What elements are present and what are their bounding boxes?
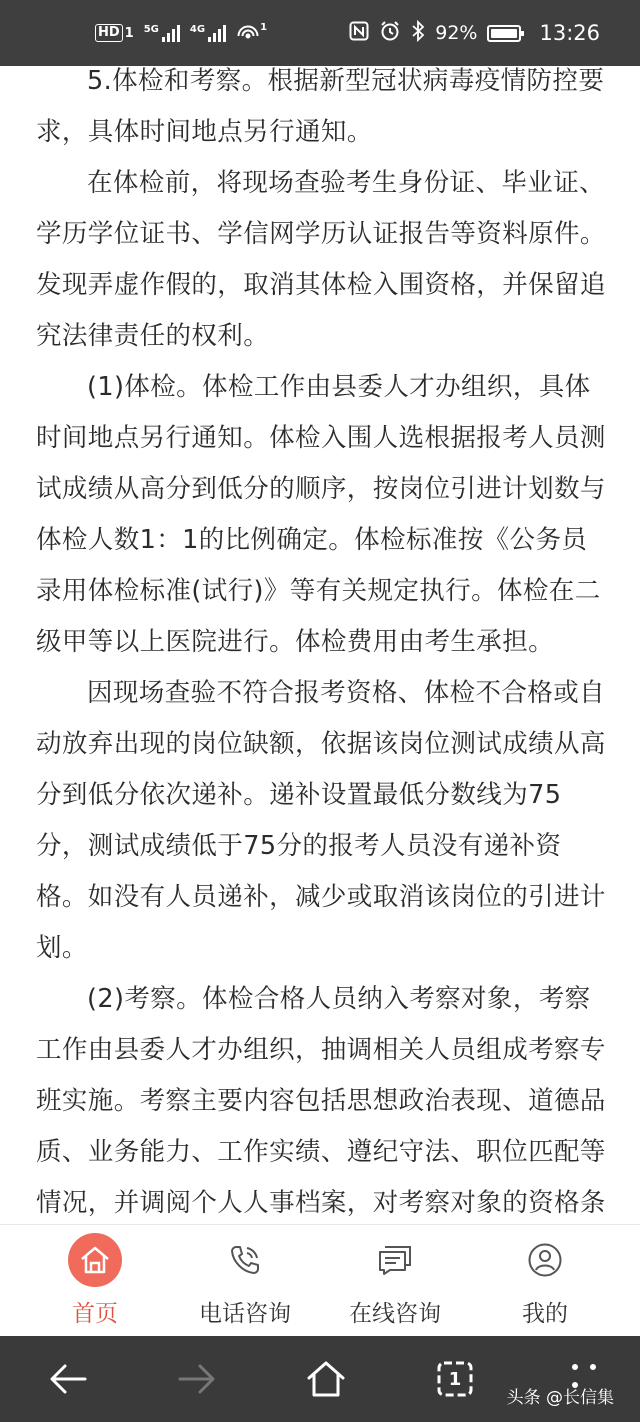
- tab-count: 1: [448, 1368, 462, 1390]
- forward-button[interactable]: [169, 1351, 225, 1407]
- user-icon: [518, 1233, 572, 1287]
- arrow-right-icon: [177, 1362, 217, 1396]
- home-icon: [68, 1233, 122, 1287]
- phone-icon: [218, 1233, 272, 1287]
- tab-online-consult-label: 在线咨询: [349, 1301, 441, 1327]
- article-body: [0, 66, 640, 1224]
- tabs-button[interactable]: [427, 1351, 483, 1407]
- signal-4g-icon: 4G: [190, 24, 226, 42]
- status-bar-right: [349, 20, 600, 47]
- hotspot-icon: 1: [236, 22, 267, 44]
- tab-online-consult[interactable]: [330, 1233, 460, 1328]
- back-button[interactable]: [40, 1351, 96, 1407]
- hd-indicator: HD: [95, 24, 123, 42]
- tab-home[interactable]: [30, 1233, 160, 1328]
- tab-home-label: 首页: [72, 1301, 118, 1327]
- status-bar-left: [95, 22, 267, 44]
- home-outline-icon: [306, 1360, 346, 1398]
- tab-phone-consult-label: 电话咨询: [199, 1301, 291, 1327]
- battery-percent: 92%: [435, 22, 478, 44]
- chat-icon: [368, 1233, 422, 1287]
- browser-nav-bar: [0, 1336, 640, 1422]
- article-paragraph: 在体检前，将现场查验考生身份证、毕业证、学历学位证书、学信网学历认证报告等资料原件。发现弄虚作假的，取消其体检入围资格，并保留追究法律责任的权利。: [36, 168, 606, 351]
- signal-5g-icon: 5G: [144, 24, 180, 42]
- battery-icon: [487, 25, 521, 42]
- bottom-tab-bar: [0, 1224, 640, 1336]
- article-paragraph: 5.体检和考察。根据新型冠状病毒疫情防控要求，具体时间地点另行通知。: [36, 66, 605, 147]
- tab-mine[interactable]: [480, 1233, 610, 1328]
- sim-slot-indicator: 1: [124, 25, 134, 41]
- tab-mine-label: 我的: [522, 1301, 568, 1327]
- alarm-icon: [379, 20, 401, 47]
- bluetooth-icon: [411, 20, 425, 47]
- nfc-icon: [349, 21, 369, 46]
- home-button[interactable]: [298, 1351, 354, 1407]
- article-paragraph: (1)体检。体检工作由县委人才办组织，具体时间地点另行通知。体检入围人选根据报考人员测试成绩从高分到低分的顺序，按岗位引进计划数与体检人数1：1的比例确定。体检标准按《公务员录用体检标准(试行)》等有关规定执行。体检在二级甲等以上医院进行。体检费用由考生承担。: [36, 372, 606, 657]
- watermark: 头条 @长信集: [506, 1388, 614, 1408]
- arrow-left-icon: [48, 1362, 88, 1396]
- article-paragraph: 因现场查验不符合报考资格、体检不合格或自动放弃出现的岗位缺额，依据该岗位测试成绩从高分到低分依次递补。递补设置最低分数线为75分，测试成绩低于75分的报考人员没有递补资格。如没有人员递补，减少或取消该岗位的引进计划。: [36, 678, 606, 963]
- article-paragraph: (2)考察。体检合格人员纳入考察对象，考察工作由县委人才办组织，抽调相关人员组成考察专班实施。考察主要内容包括思想政治表现、道德品质、业务能力、工作实绩、遵纪守法、职位匹配等情况，并调阅个人人事档案，对考察对象的资格条: [36, 984, 606, 1218]
- tab-phone-consult[interactable]: [180, 1233, 310, 1328]
- status-time: 13:26: [539, 21, 600, 45]
